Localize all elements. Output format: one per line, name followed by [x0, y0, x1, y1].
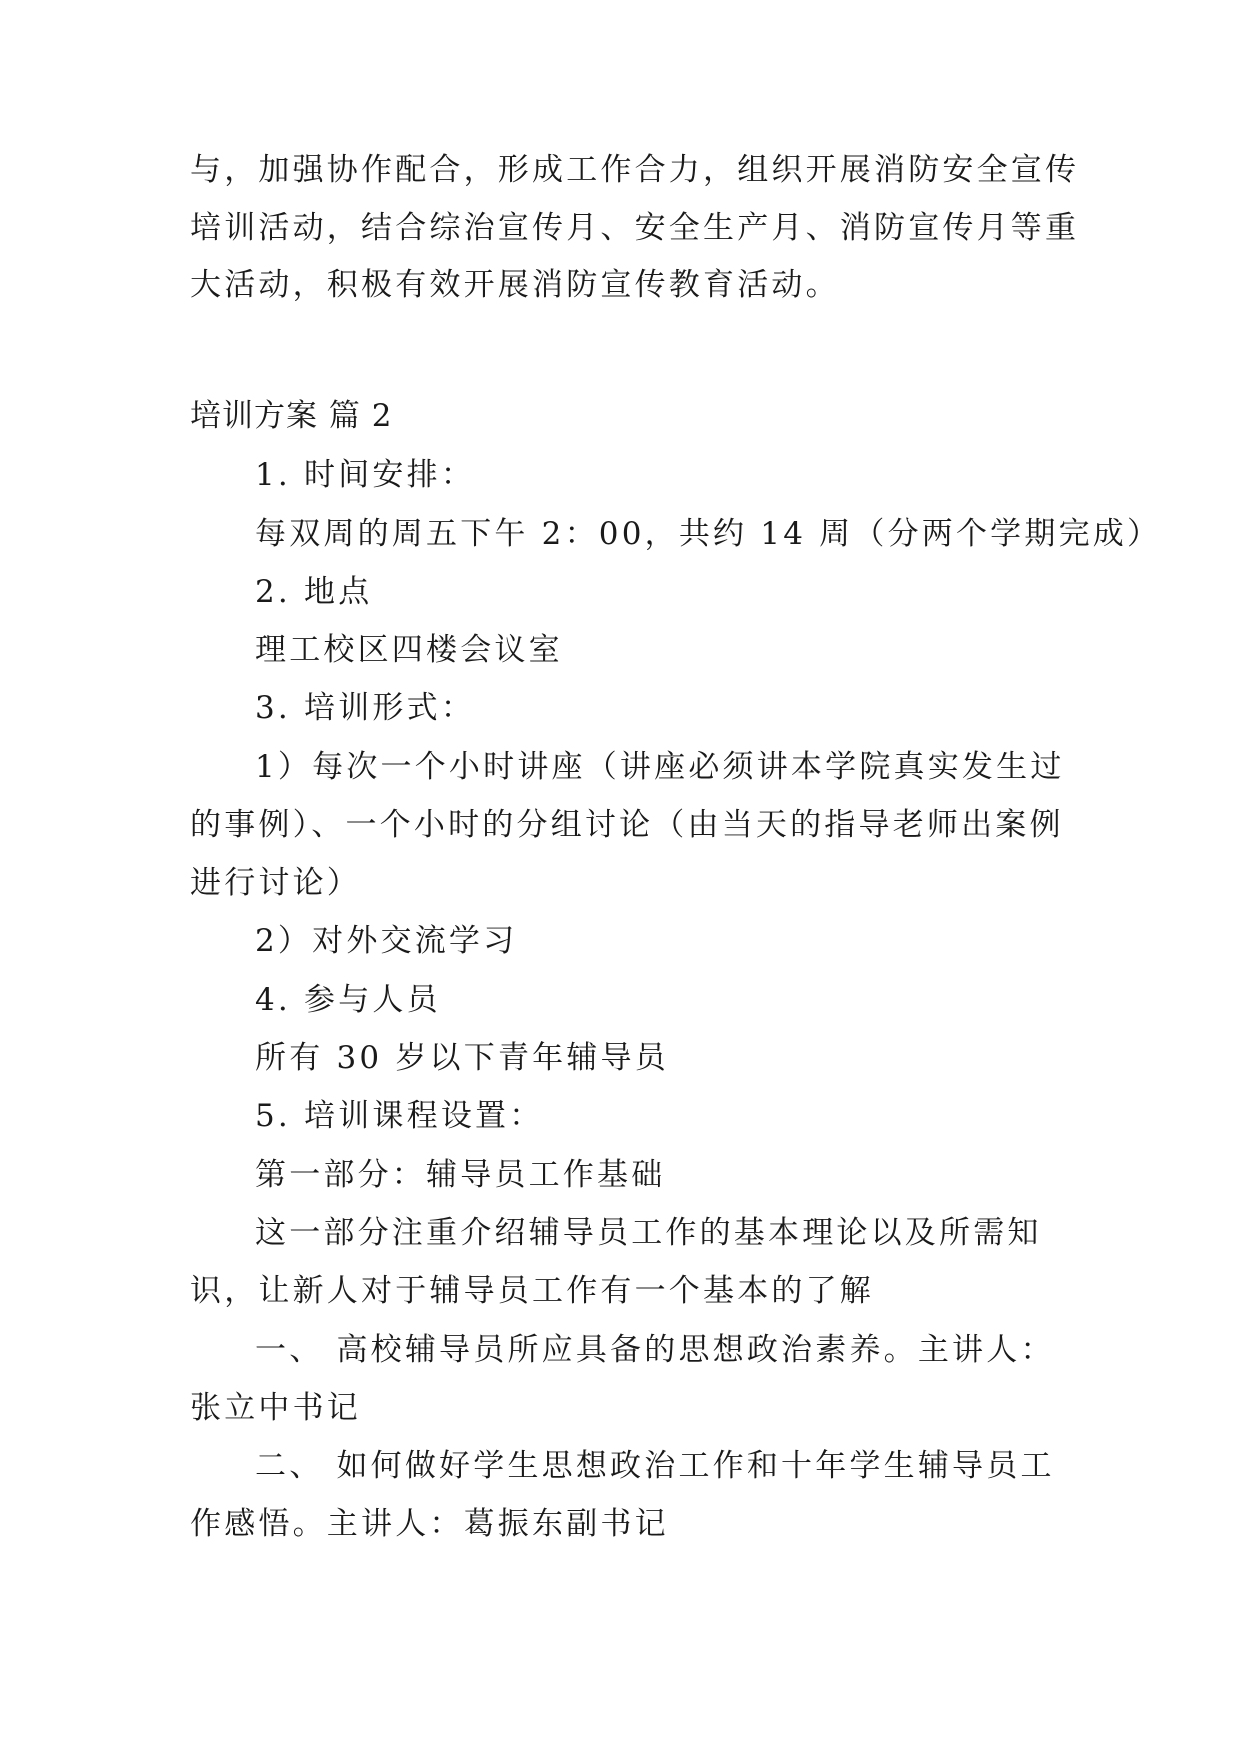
- body-line: 所有 30 岁以下青年辅导员: [255, 1040, 669, 1076]
- body-line: 作感悟。主讲人：葛振东副书记: [190, 1506, 669, 1542]
- body-line: 理工校区四楼会议室: [255, 632, 563, 668]
- body-line: 一、 高校辅导员所应具备的思想政治素养。主讲人：: [255, 1332, 1055, 1368]
- intro-line: 大活动，积极有效开展消防宣传教育活动。: [190, 267, 840, 303]
- body-line: 识，让新人对于辅导员工作有一个基本的了解: [190, 1273, 874, 1309]
- body-line: 2）对外交流学习: [255, 923, 518, 959]
- body-line: 1）每次一个小时讲座（讲座必须讲本学院真实发生过: [255, 749, 1065, 785]
- body-line: 4. 参与人员: [255, 982, 441, 1018]
- section-title: 培训方案 篇 2: [190, 398, 393, 434]
- body-line: 的事例）、一个小时的分组讨论（由当天的指导老师出案例: [190, 807, 1064, 843]
- body-line: 第一部分：辅导员工作基础: [255, 1157, 666, 1193]
- body-line: 张立中书记: [190, 1390, 361, 1426]
- body-line: 5. 培训课程设置：: [255, 1098, 544, 1134]
- body-line: 每双周的周五下午 2：00，共约 14 周（分两个学期完成）: [255, 516, 1162, 552]
- body-line: 二、 如何做好学生思想政治工作和十年学生辅导员工: [255, 1448, 1055, 1484]
- intro-line: 与，加强协作配合，形成工作合力，组织开展消防安全宣传: [190, 152, 1080, 188]
- intro-line: 培训活动，结合综治宣传月、安全生产月、消防宣传月等重: [190, 210, 1080, 246]
- body-line: 3. 培训形式：: [255, 690, 476, 726]
- body-line: 1. 时间安排：: [255, 457, 476, 493]
- body-line: 这一部分注重介绍辅导员工作的基本理论以及所需知: [255, 1215, 1042, 1251]
- body-line: 2. 地点: [255, 574, 373, 610]
- body-line: 进行讨论）: [190, 865, 361, 901]
